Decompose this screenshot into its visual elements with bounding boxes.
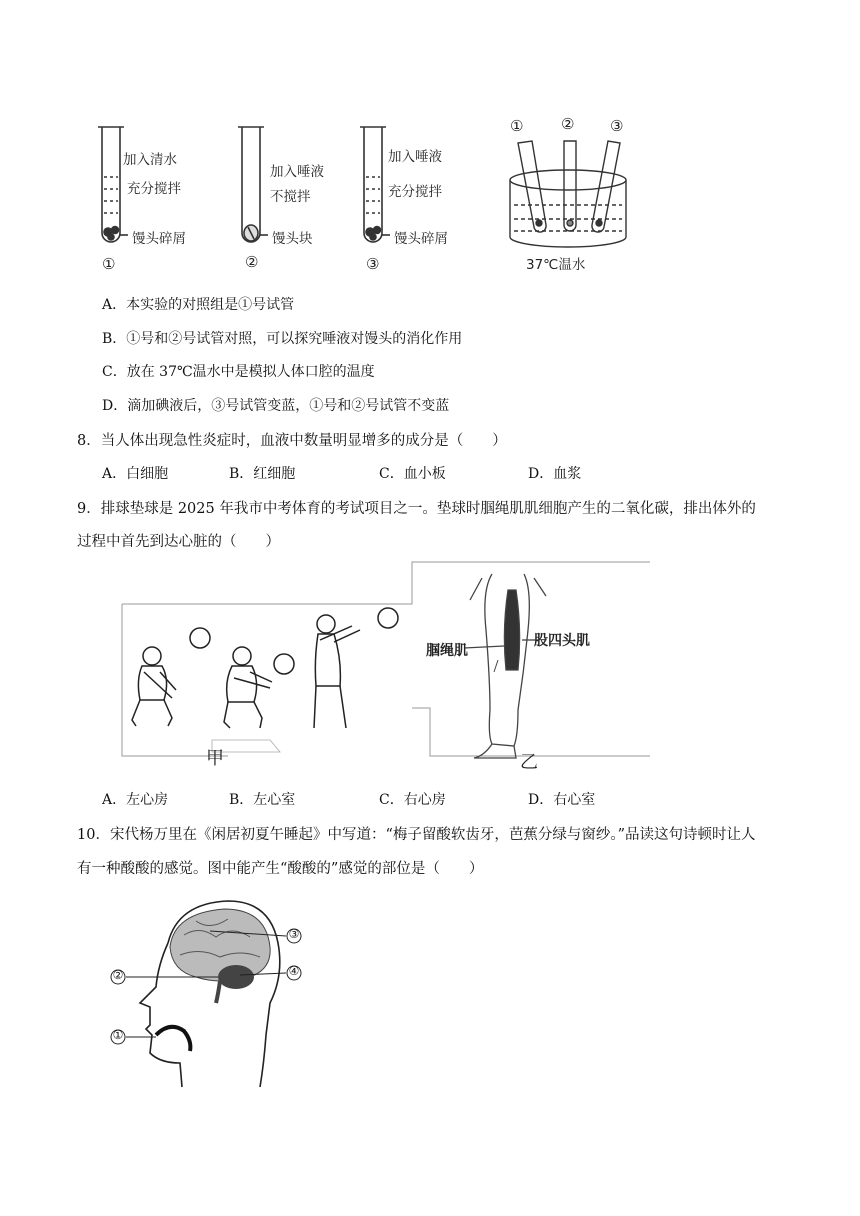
q7-option-c: C．放在 37℃温水中是模拟人体口腔的温度 (102, 364, 375, 380)
q9-stem-line2: 过程中首先到达心脏的（ ） (77, 534, 280, 550)
tube-2-num: ② (245, 253, 259, 271)
q8-option-b: B．红细胞 (229, 466, 296, 482)
player-3 (314, 615, 360, 728)
label-1: ① (112, 1028, 124, 1042)
q8-stem: 8．当人体出现急性炎症时，血液中数量明显增多的成分是（ ） (77, 433, 507, 449)
bath-num-2: ② (561, 115, 575, 133)
volleyball-and-leg-illustration (120, 560, 650, 772)
figure-label-jia: 甲 (206, 748, 224, 769)
q9-stem-line1: 9．排球垫球是 2025 年我市中考体育的考试项目之一。垫球时腘绳肌肌细胞产生的二氧化碳，排出体外的 (77, 501, 756, 517)
q8-option-a: A．白细胞 (102, 466, 169, 482)
q8-option-d: D．血浆 (528, 466, 582, 482)
tube-2-line2: 不搅拌 (270, 189, 311, 205)
muscle-label-hamstring: 腘绳肌 (426, 643, 468, 659)
q7-option-d: D．滴加碘液后，③号试管变蓝，①号和②号试管不变蓝 (102, 398, 450, 414)
q9-option-b: B．左心室 (229, 792, 296, 808)
q10-stem-line1: 10．宋代杨万里在《闲居初夏午睡起》中写道：“梅子留酸软齿牙，芭蕉分绿与窗纱。”品读这句诗顿时让人 (77, 827, 756, 843)
q10-stem-line2: 有一种酸酸的感觉。图中能产生“酸酸的”感觉的部位是（ ） (77, 861, 484, 877)
tube-3-bottom: 馒头碎屑 (394, 231, 448, 247)
tube-3-line1: 加入唾液 (388, 149, 442, 165)
label-2: ② (112, 968, 124, 982)
player-2 (224, 647, 272, 728)
water-bath (510, 141, 626, 247)
q9-option-a: A．左心房 (102, 792, 169, 808)
player-1 (132, 647, 176, 726)
tube-1-line2: 充分搅拌 (127, 181, 181, 197)
figure-label-yi: 乙 (520, 752, 538, 773)
q7-figure (90, 115, 650, 275)
tube-2-line1: 加入唾液 (270, 164, 324, 180)
bath-num-3: ③ (610, 117, 624, 135)
bath-label: 37℃温水 (526, 257, 586, 273)
q8-option-c: C．血小板 (379, 466, 446, 482)
muscle-label-quadriceps: 股四头肌 (534, 633, 590, 649)
tube-1-bottom: 馒头碎屑 (132, 231, 186, 247)
tube-3 (360, 127, 390, 242)
tube-2 (238, 127, 268, 242)
ball-3 (378, 608, 398, 628)
ball-2 (274, 654, 294, 674)
tube-1-line1: 加入清水 (123, 152, 177, 168)
tube-1 (98, 127, 128, 242)
q9-option-c: C．右心房 (379, 792, 446, 808)
q7-option-a: A．本实验的对照组是①号试管 (102, 297, 295, 313)
tube-1-num: ① (102, 255, 116, 273)
q9-option-d: D．右心室 (528, 792, 596, 808)
tube-2-bottom: 馒头块 (272, 231, 313, 247)
leg-diagram (464, 574, 546, 758)
label-3: ③ (288, 927, 300, 941)
q10-figure (100, 895, 320, 1095)
q7-option-b: B．①号和②号试管对照，可以探究唾液对馒头的消化作用 (102, 331, 463, 347)
tube-3-num: ③ (366, 255, 380, 273)
bath-num-1: ① (510, 117, 524, 135)
ball-1 (190, 628, 210, 648)
q9-figure (120, 560, 650, 772)
label-4: ④ (288, 964, 300, 978)
tube-3-line2: 充分搅拌 (388, 184, 442, 200)
brain-head-illustration (100, 895, 320, 1095)
